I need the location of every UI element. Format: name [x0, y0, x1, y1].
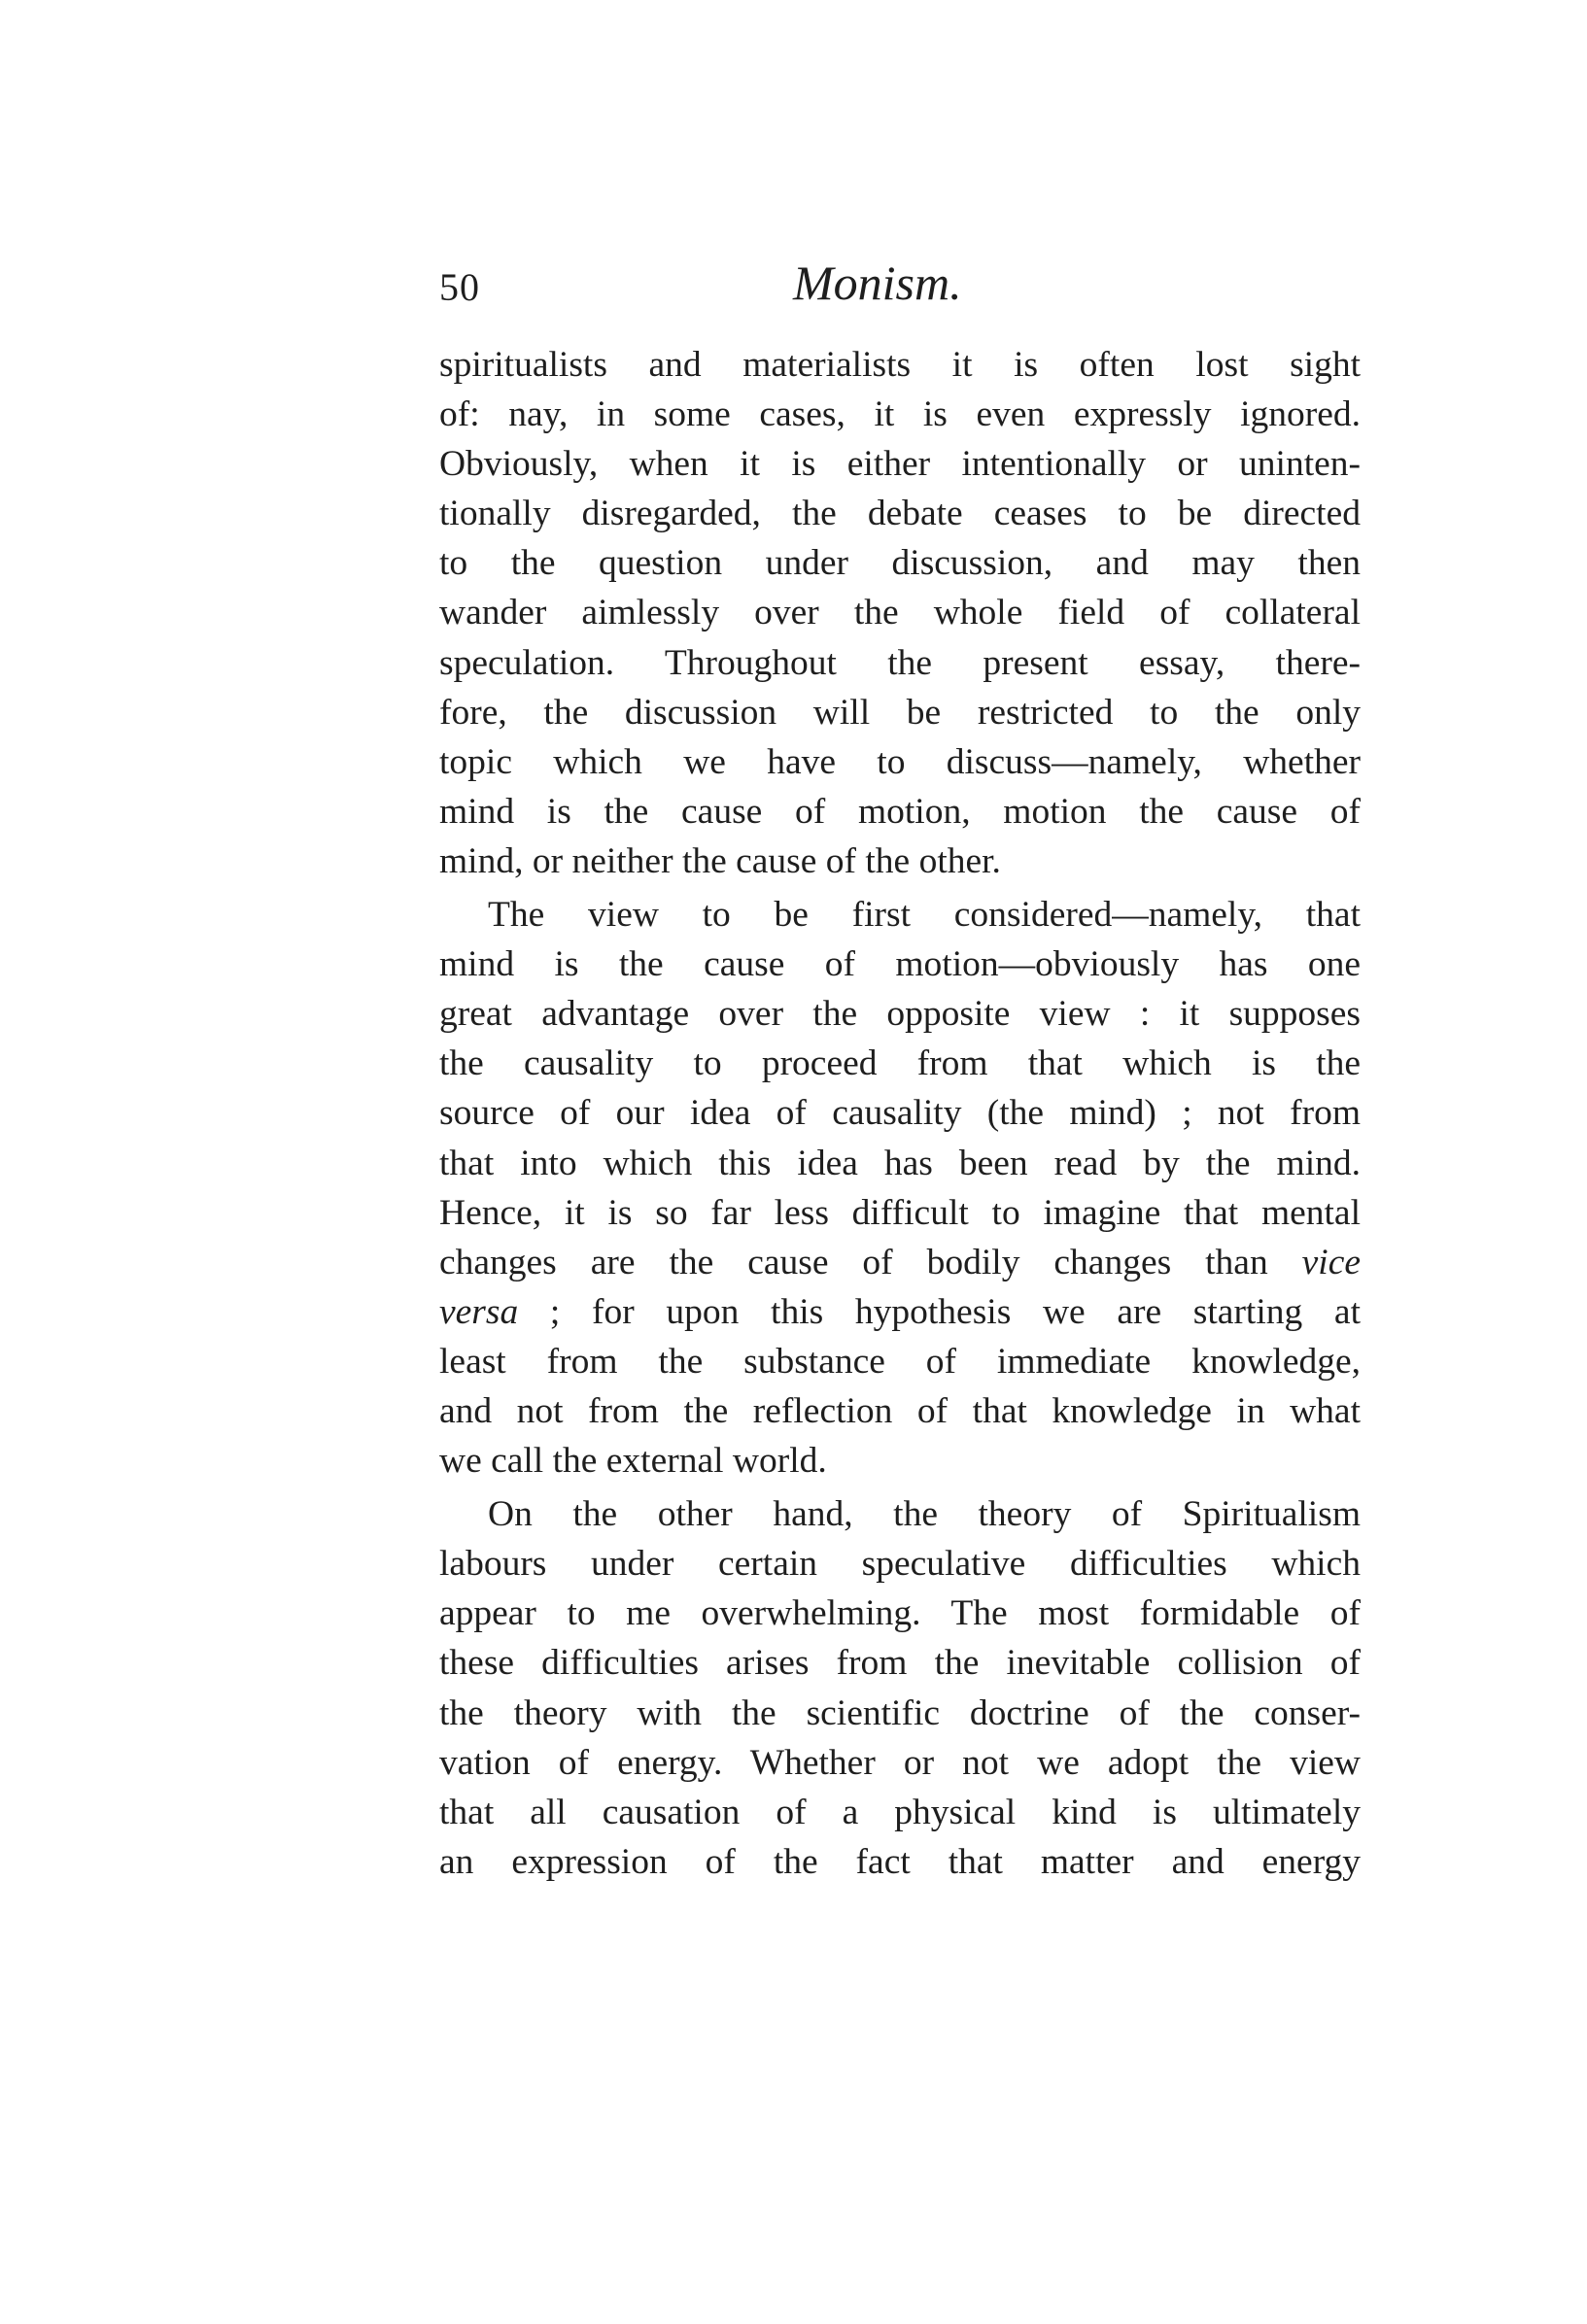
text-line	[439, 1287, 1361, 1337]
text-line: On the other hand, the theory of Spiritualism	[488, 1494, 1361, 1535]
italic-word: versa	[439, 1291, 519, 1332]
text-line: that all causation of a physical kind is ultimately	[439, 1792, 1361, 1832]
page-header	[439, 255, 1361, 325]
paragraph-3	[439, 1489, 1361, 1887]
text-line: vation of energy. Whether or not we adopt the view	[439, 1742, 1361, 1783]
text-line: tionally disregarded, the debate ceases to be directed	[439, 494, 1361, 534]
paragraph-2	[439, 890, 1361, 1486]
text-line: mind is the cause of motion—obviously has one	[439, 944, 1361, 985]
text-line: the causality to proceed from that which is the	[439, 1043, 1361, 1084]
text-line: fore, the discussion will be restricted to the only	[439, 692, 1361, 733]
text-line: Obviously, when it is either intentionally or uninten-	[439, 444, 1361, 485]
running-title: Monism.	[793, 256, 962, 310]
text-line: mind, or neither the cause of the other.	[439, 840, 1001, 881]
text-line: and not from the reflection of that knowledge in what	[439, 1390, 1361, 1431]
text-line: of: nay, in some cases, it is even expressly ignored.	[439, 394, 1361, 435]
text-line: that into which this idea has been read by the mind.	[439, 1143, 1361, 1183]
text-line: Hence, it is so far less difficult to imagine that mental	[439, 1192, 1361, 1233]
text-line: source of our idea of causality (the mind) ; not from	[439, 1093, 1361, 1134]
body-text	[439, 340, 1361, 1887]
page-number: 50	[439, 265, 480, 309]
text-line: least from the substance of immediate knowledge,	[439, 1341, 1361, 1382]
text-line: appear to me overwhelming. The most formidable of	[439, 1593, 1361, 1634]
text-line: spiritualists and materialists it is often lost sight	[439, 345, 1361, 385]
italic-word: vice	[1301, 1242, 1361, 1282]
text-line: topic which we have to discuss—namely, whether	[439, 741, 1361, 782]
text-line: these difficulties arises from the inevitable collision of	[439, 1643, 1361, 1684]
text-line: we call the external world.	[439, 1441, 827, 1482]
text-line: great advantage over the opposite view : it supposes	[439, 994, 1361, 1035]
text-line: speculation. Throughout the present essay, there-	[439, 642, 1361, 683]
text-line-segment: ; for upon this hypothesis we are starting at	[518, 1291, 1361, 1332]
text-line: mind is the cause of motion, motion the cause of	[439, 791, 1361, 832]
text-line	[439, 1238, 1361, 1287]
text-line: the theory with the scientific doctrine of the conser-	[439, 1692, 1361, 1733]
text-line: to the question under discussion, and may then	[439, 543, 1361, 584]
text-line: The view to be first considered—namely, that	[488, 895, 1361, 936]
text-line: wander aimlessly over the whole field of collateral	[439, 593, 1361, 633]
text-line-segment: changes are the cause of bodily changes than	[439, 1242, 1268, 1282]
text-line: labours under certain speculative difficulties which	[439, 1544, 1361, 1585]
text-line: an expression of the fact that matter and energy	[439, 1841, 1361, 1882]
paragraph-1	[439, 340, 1361, 886]
